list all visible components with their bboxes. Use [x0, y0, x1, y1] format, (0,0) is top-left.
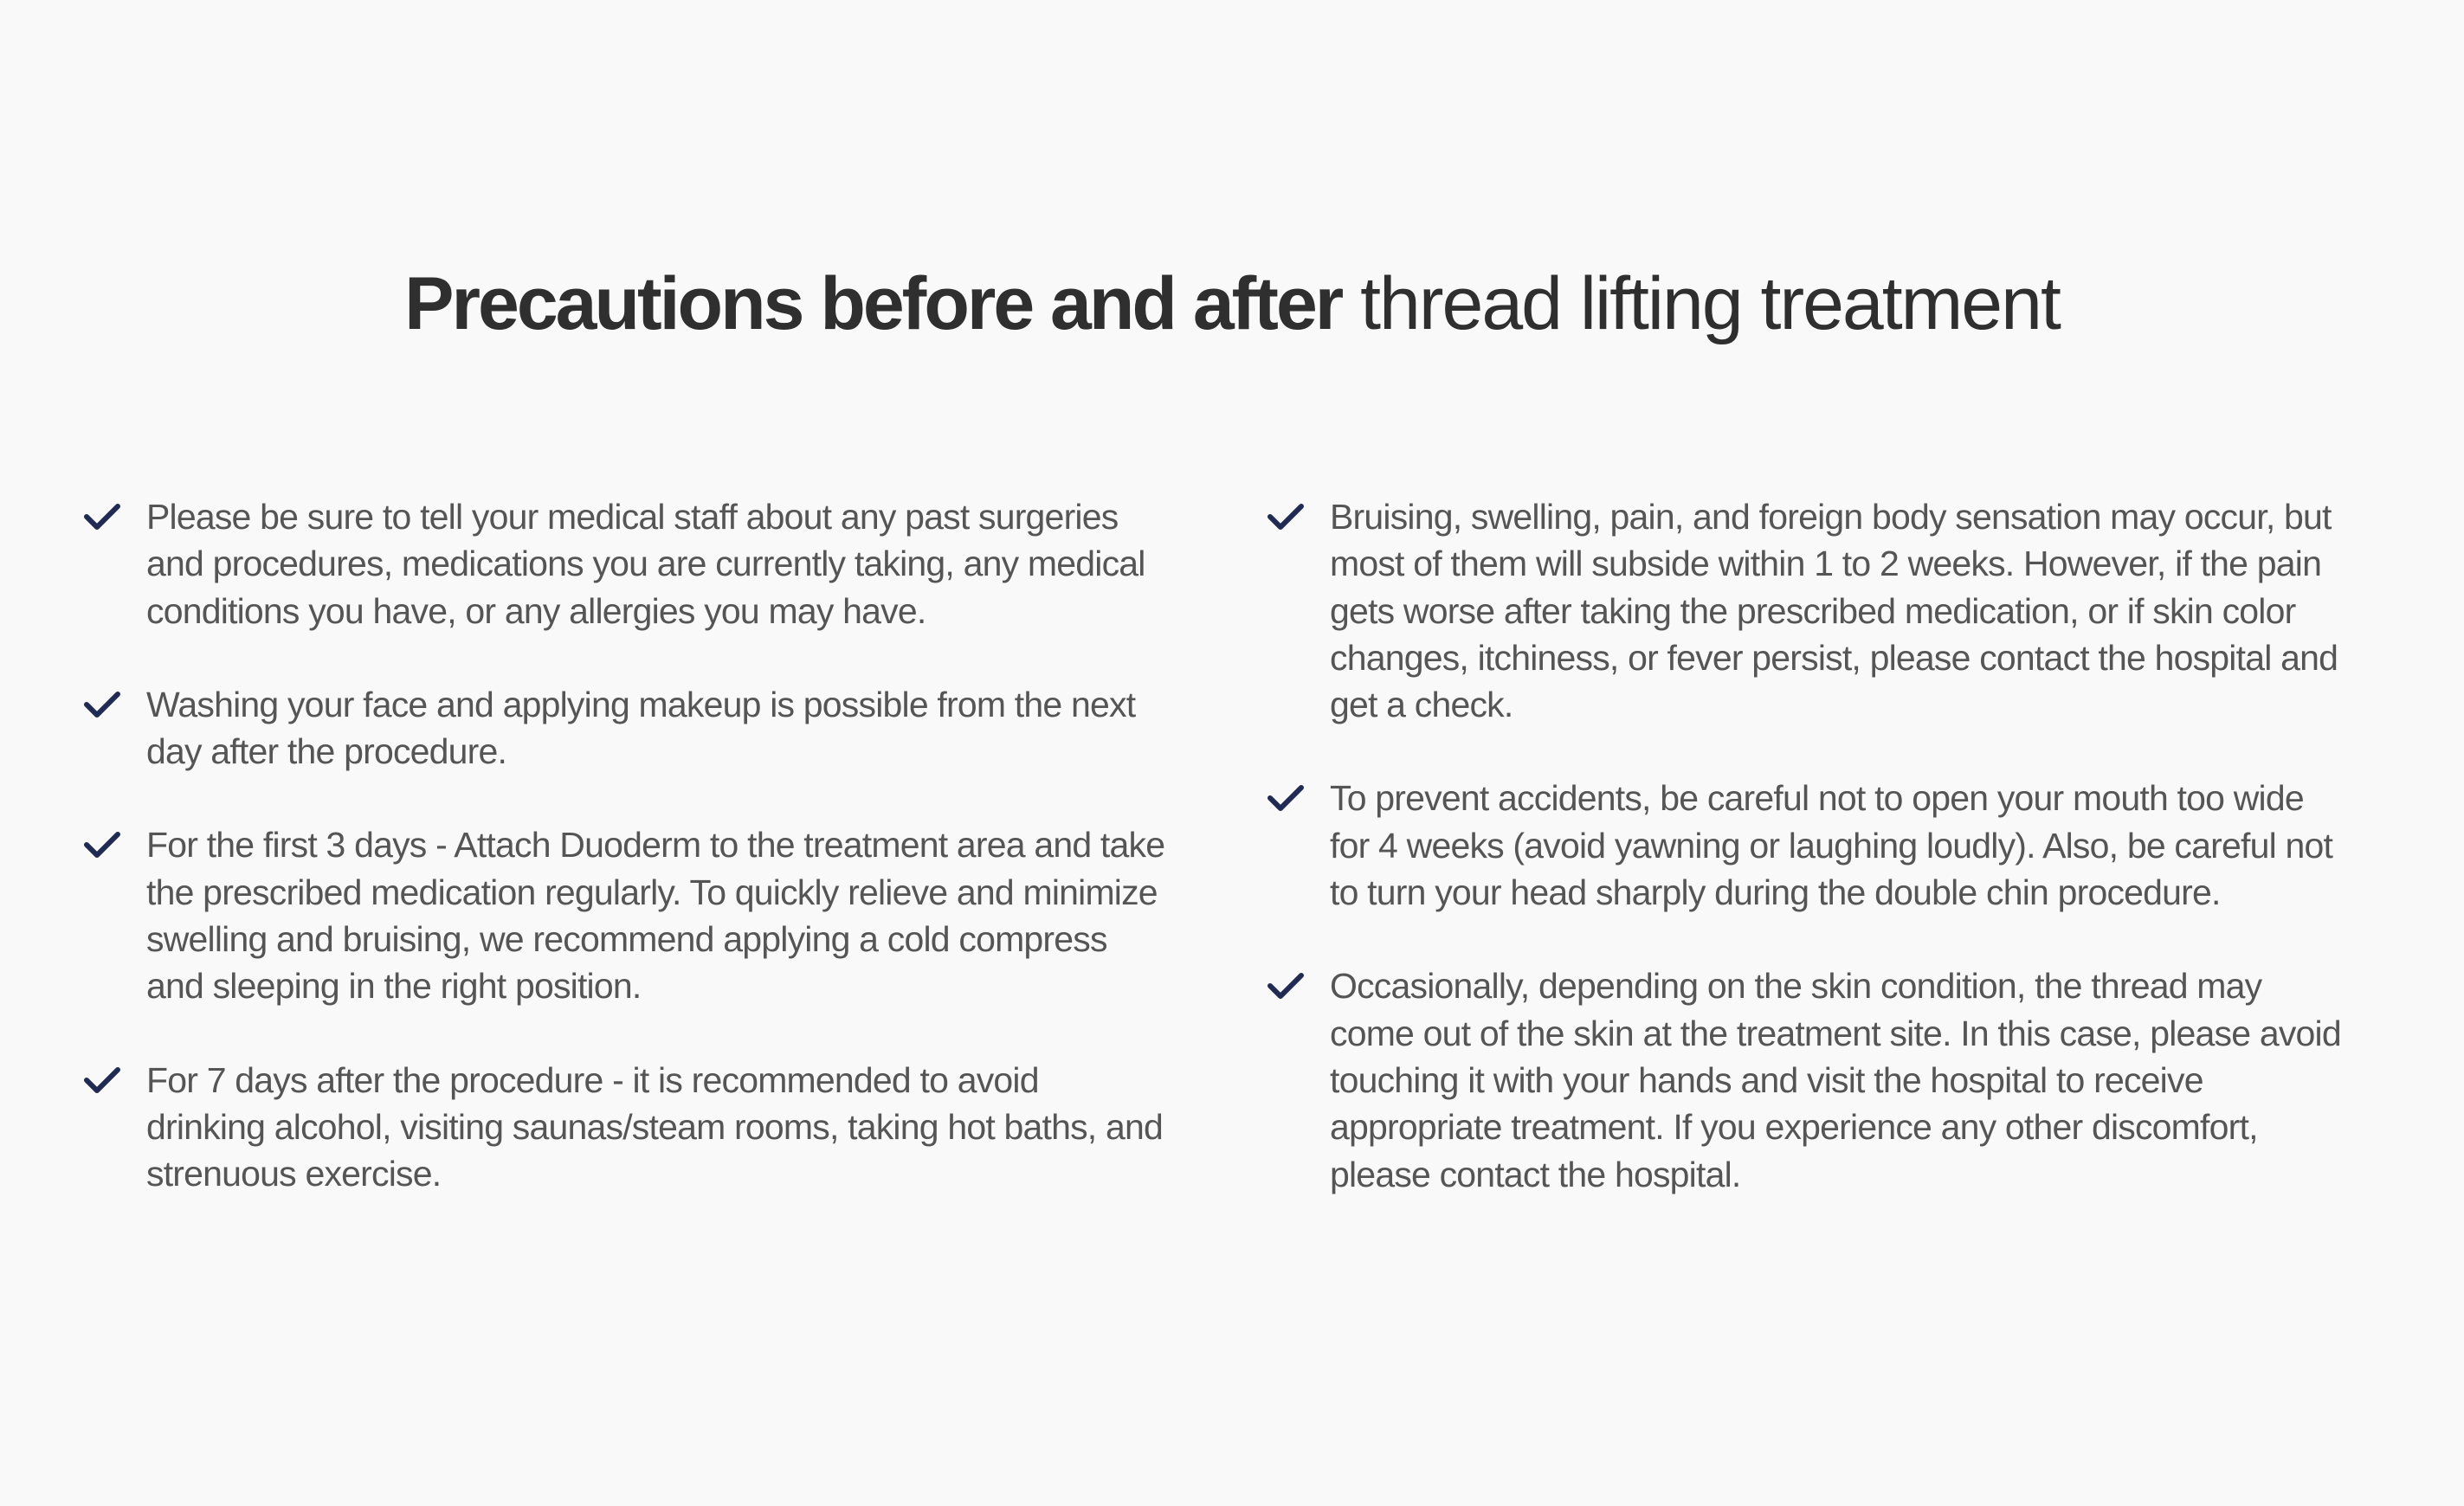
list-item: [83, 493, 1165, 634]
precautions-list-left: [83, 493, 1165, 1245]
list-item: [1267, 962, 2349, 1197]
list-item-text: Please be sure to tell your medical staff about any past surgeries and procedures, medications you are currently taking, any medical conditions you have, or any allergies you may have.: [146, 497, 1145, 631]
page-title: [0, 256, 2464, 351]
checkmark-icon: [83, 493, 126, 540]
list-item-text: To prevent accidents, be careful not to open your mouth too wide for 4 weeks (avoid yawning or laughing loudly). Also, be careful not to turn your head sharply during the double chin procedure.: [1330, 778, 2333, 913]
checkmark-icon: [83, 681, 126, 728]
list-item-text: Washing your face and applying makeup is possible from the next day after the procedure.: [146, 684, 1136, 772]
page-title-light: thread lifting treatment: [1360, 262, 2060, 345]
page-title-bold: Precautions before and after: [404, 262, 1342, 345]
list-item: [83, 1057, 1165, 1198]
checkmark-icon: [83, 1057, 126, 1104]
precautions-list-right: [1267, 493, 2349, 1245]
list-item-text: Bruising, swelling, pain, and foreign body sensation may occur, but most of them will subside within 1 to 2 weeks. However, if the pain gets worse after taking the prescribed medication, or if skin color changes, itchiness, or fever persist, please contact the hospital and get a check.: [1330, 497, 2338, 725]
list-item-text: For 7 days after the procedure - it is recommended to avoid drinking alcohol, visiting saunas/steam rooms, taking hot baths, and strenuous exercise.: [146, 1059, 1163, 1194]
list-item: [1267, 775, 2349, 916]
checkmark-icon: [1267, 493, 1310, 540]
list-item: [1267, 493, 2349, 728]
list-item: [83, 821, 1165, 1009]
checkmark-icon: [83, 821, 126, 868]
list-item-text: Occasionally, depending on the skin condition, the thread may come out of the skin at the treatment site. In this case, please avoid touching it with your hands and visit the hospital to receive appropriate treatment. If you experience any other discomfort, please contact the hospital.: [1330, 966, 2341, 1194]
list-item: [83, 681, 1165, 776]
list-item-text: For the first 3 days - Attach Duoderm to the treatment area and take the prescribed medication regularly. To quickly relieve and minimize swelling and bruising, we recommend applying a cold compress and sleeping in the right position.: [146, 825, 1165, 1007]
checkmark-icon: [1267, 775, 1310, 821]
checkmark-icon: [1267, 962, 1310, 1009]
